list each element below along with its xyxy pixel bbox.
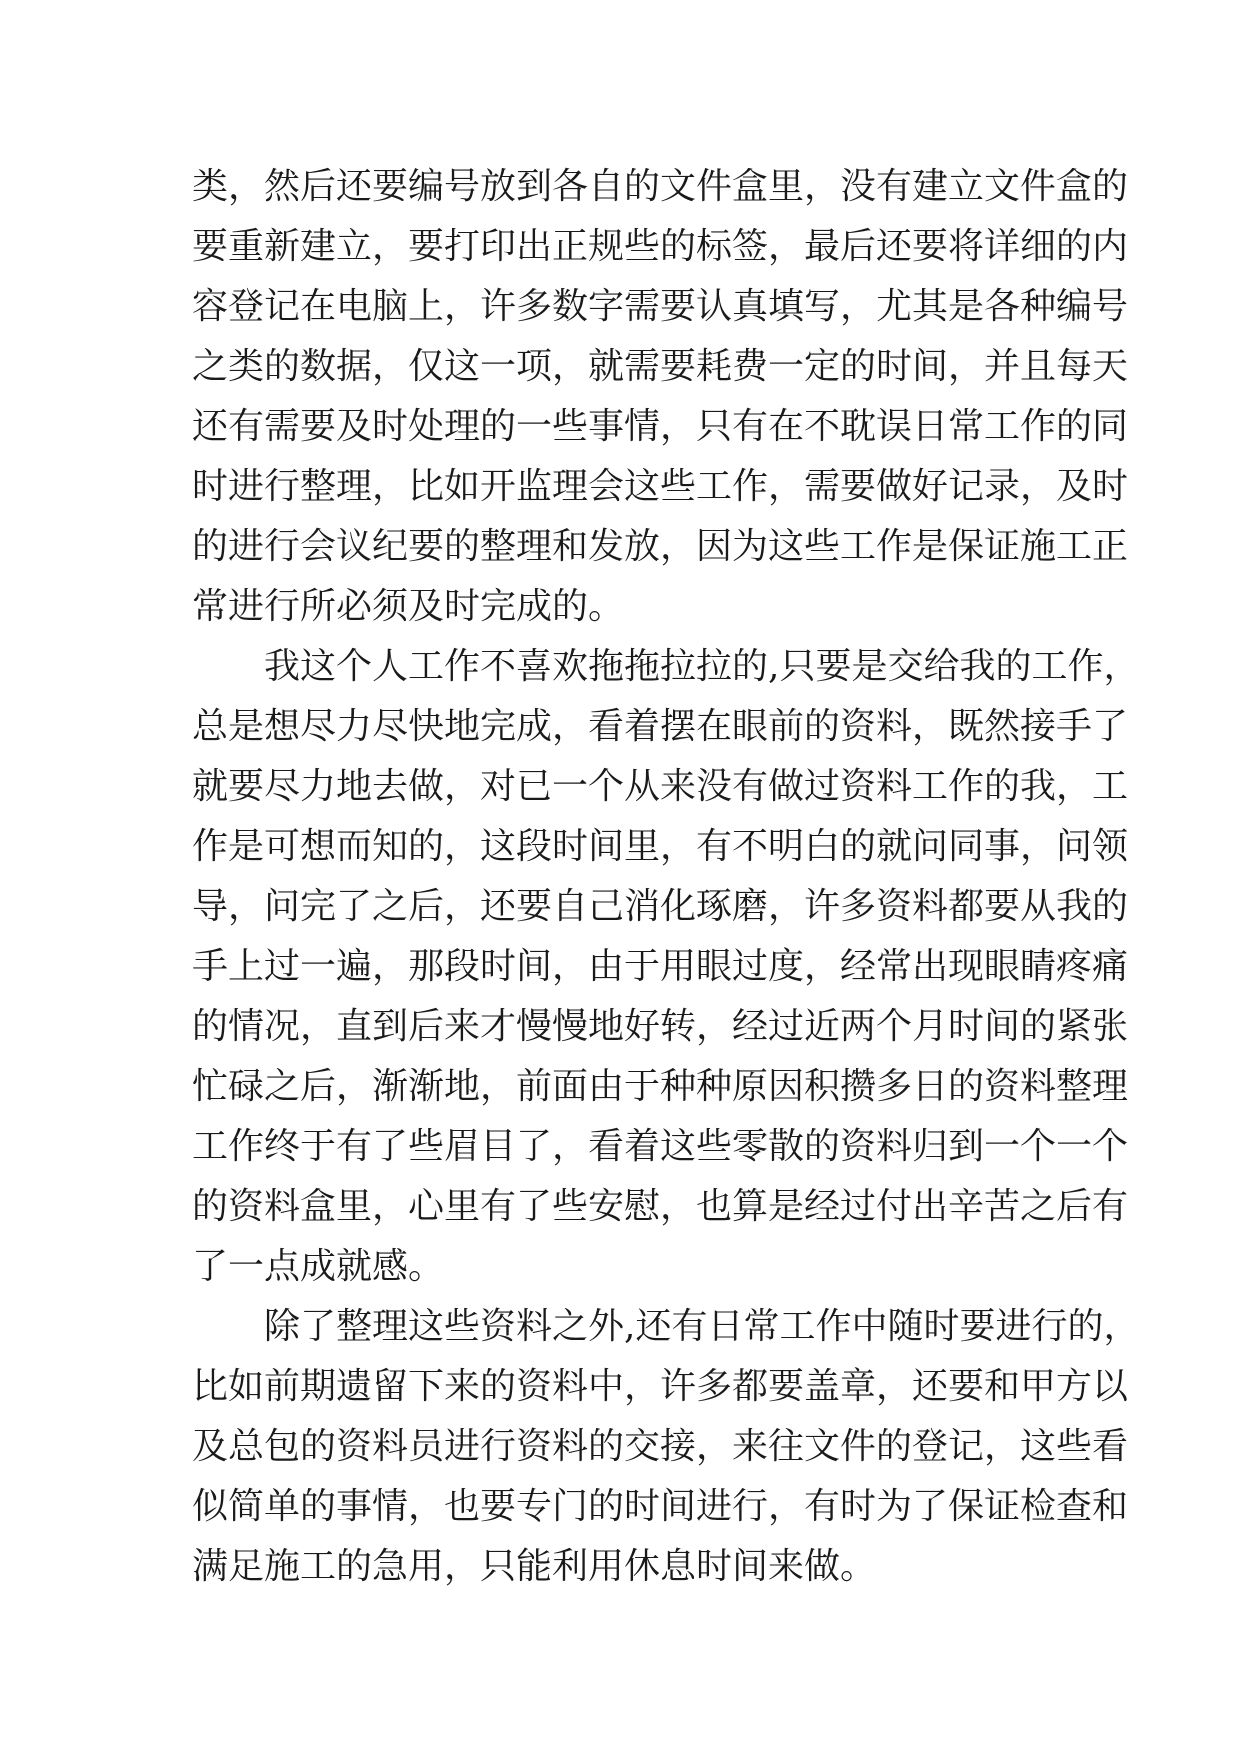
text-line: 之类的数据，仅这一项，就需要耗费一定的时间，并且每天 (192, 346, 1129, 387)
text-line: 的资料盒里，心里有了些安慰，也算是经过付出辛苦之后有 (192, 1186, 1129, 1227)
text-line: 要重新建立，要打印出正规些的标签，最后还要将详细的内 (192, 226, 1129, 267)
text-line: 就要尽力地去做，对已一个从来没有做过资料工作的我，工 (192, 766, 1129, 807)
text-line: 类，然后还要编号放到各自的文件盒里，没有建立文件盒的 (192, 166, 1129, 207)
text-line: 了一点成就感。 (192, 1246, 445, 1287)
text-line: 容登记在电脑上，许多数字需要认真填写，尤其是各种编号 (192, 286, 1129, 327)
text-line: 总是想尽力尽快地完成，看着摆在眼前的资料，既然接手了 (192, 706, 1129, 747)
text-line: 满足施工的急用，只能利用休息时间来做。 (192, 1546, 877, 1587)
text-line: 的进行会议纪要的整理和发放，因为这些工作是保证施工正 (192, 526, 1129, 567)
paragraph (192, 1297, 1140, 1597)
text-line: 导，问完了之后，还要自己消化琢磨，许多资料都要从我的 (192, 886, 1129, 927)
text-line: 忙碌之后，渐渐地，前面由于种种原因积攒多日的资料整理 (192, 1066, 1129, 1107)
paragraph (192, 157, 1129, 637)
paragraph (192, 637, 1140, 1297)
text-line: 时进行整理，比如开监理会这些工作，需要做好记录，及时 (192, 466, 1129, 507)
text-line: 似简单的事情，也要专门的时间进行，有时为了保证检查和 (192, 1486, 1129, 1527)
text-line: 我这个人工作不喜欢拖拖拉拉的,只要是交给我的工作， (264, 646, 1140, 687)
text-line: 常进行所必须及时完成的。 (192, 586, 625, 627)
text-line: 除了整理这些资料之外,还有日常工作中随时要进行的， (264, 1306, 1140, 1347)
text-line: 及总包的资料员进行资料的交接，来往文件的登记，这些看 (192, 1426, 1129, 1467)
text-line: 手上过一遍，那段时间，由于用眼过度，经常出现眼睛疼痛 (192, 946, 1129, 987)
text-line: 作是可想而知的，这段时间里，有不明白的就问同事，问领 (192, 826, 1129, 867)
text-line: 还有需要及时处理的一些事情，只有在不耽误日常工作的同 (192, 406, 1129, 447)
text-line: 的情况，直到后来才慢慢地好转，经过近两个月时间的紧张 (192, 1006, 1129, 1047)
text-line: 工作终于有了些眉目了，看着这些零散的资料归到一个一个 (192, 1126, 1129, 1167)
text-line: 比如前期遗留下来的资料中，许多都要盖章，还要和甲方以 (192, 1366, 1129, 1407)
body-text (192, 157, 1140, 1597)
